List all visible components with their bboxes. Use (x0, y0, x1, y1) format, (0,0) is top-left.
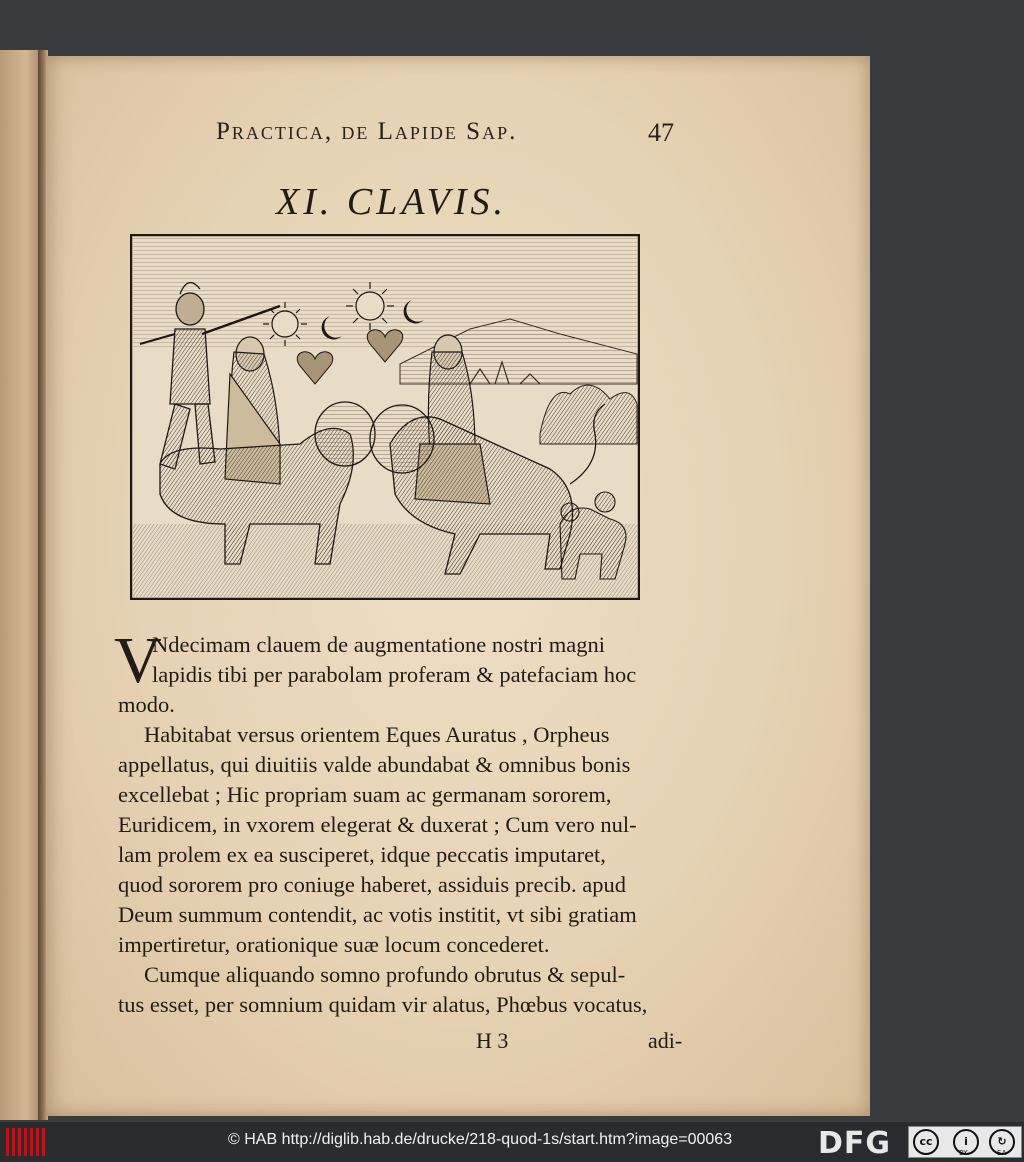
drop-capital: V (114, 624, 162, 697)
text-line: Cumque aliquando somno profundo obrutus & sepul- (144, 962, 626, 987)
signature-mark: H 3 (476, 1028, 509, 1053)
text-line: Habitabat versus orientem Eques Auratus , Orpheus (144, 722, 610, 747)
engraving-illustration (130, 234, 640, 600)
text-line: quod sororem pro coniuge haberet, assiduis precib. apud (118, 872, 626, 897)
body-text (114, 624, 686, 1020)
text-line: tus esset, per somnium quidam vir alatus, Phœbus vocatus, (118, 992, 648, 1017)
running-header: Practica, de Lapide Sap. (216, 118, 518, 145)
cc-license-badge[interactable] (908, 1126, 1022, 1158)
sa-label: SA (997, 1149, 1007, 1157)
text-line: appellatus, qui diuitiis valde abundabat & omnibus bonis (118, 752, 631, 777)
dfg-logo[interactable]: DFG (818, 1126, 892, 1161)
text-line: Deum summum contendit, ac votis institit, vt sibi gratiam (118, 902, 637, 927)
text-line: lam prolem ex ea susciperet, idque peccatis imputaret, (118, 842, 606, 867)
text-line: modo. (118, 692, 175, 717)
copyright-link[interactable]: © HAB http://diglib.hab.de/drucke/218-quod-1s/start.htm?image=00063 (228, 1131, 733, 1148)
hab-logo-icon (6, 1128, 46, 1156)
cc-icon: cc (913, 1129, 939, 1155)
text-line: lapidis tibi per parabolam proferam & patefaciam hoc (152, 662, 637, 687)
text-line: impertiretur, orationique suæ locum concederet. (118, 932, 550, 957)
by-icon: i (953, 1129, 979, 1155)
book-page (46, 56, 870, 1116)
sa-icon: ↻ (989, 1129, 1015, 1155)
catchword: adi- (648, 1028, 683, 1053)
page-number: 47 (648, 118, 674, 147)
chapter-title: XI. CLAVIS. (276, 181, 508, 223)
by-label: BY (959, 1149, 968, 1157)
text-line: Ndecimam clauem de augmentatione nostri magni (152, 632, 605, 657)
text-line: excellebat ; Hic propriam suam ac germanam sororem, (118, 782, 612, 807)
text-line: Euridicem, in vxorem elegerat & duxerat ; Cum vero nul- (118, 812, 637, 837)
footer-bar (0, 1122, 1024, 1162)
